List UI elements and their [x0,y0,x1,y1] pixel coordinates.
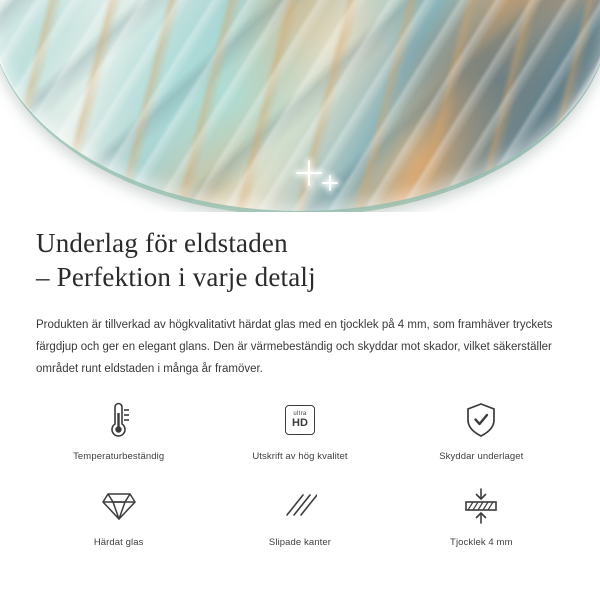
feature-label: Tjocklek 4 mm [450,537,513,548]
feature-item [209,398,390,462]
feature-item [391,484,572,548]
thermometer-icon [97,398,141,442]
glass-disc-image [0,0,600,212]
feature-label: Slipade kanter [268,537,332,548]
diamond-icon [97,484,141,528]
feature-item [209,484,390,548]
ultra-hd-badge-top: ultra [293,411,307,417]
headline-line-1: Underlag för eldstaden [36,228,288,258]
hero-image [0,0,600,212]
feature-label: Temperaturbeständig [73,451,165,462]
ultra-hd-icon [278,398,322,442]
feature-label: Skyddar underlaget [439,451,524,462]
text-content [0,226,600,380]
shield-check-icon [459,398,503,442]
feature-label: Utskrift av hög kvalitet [252,451,348,462]
feature-item [28,484,209,548]
feature-item [28,398,209,462]
thickness-arrows-icon [459,484,503,528]
feature-item [391,398,572,462]
body-paragraph: Produkten är tillverkad av högkvalitativt härdat glas med en tjocklek på 4 mm, som framhäver tryckets färgdjup och ger en elegant glans. Den är värmebeständig och skyddar mot skador, vilket säkerställer området runt eldstaden i många år framöver. [36,319,553,375]
page-title [36,226,564,294]
polished-edges-icon [278,484,322,528]
feature-label: Härdat glas [93,537,144,548]
feature-grid [0,398,600,548]
ultra-hd-badge-bottom: HD [292,417,308,429]
headline-line-2: – Perfektion i varje detalj [36,262,316,292]
